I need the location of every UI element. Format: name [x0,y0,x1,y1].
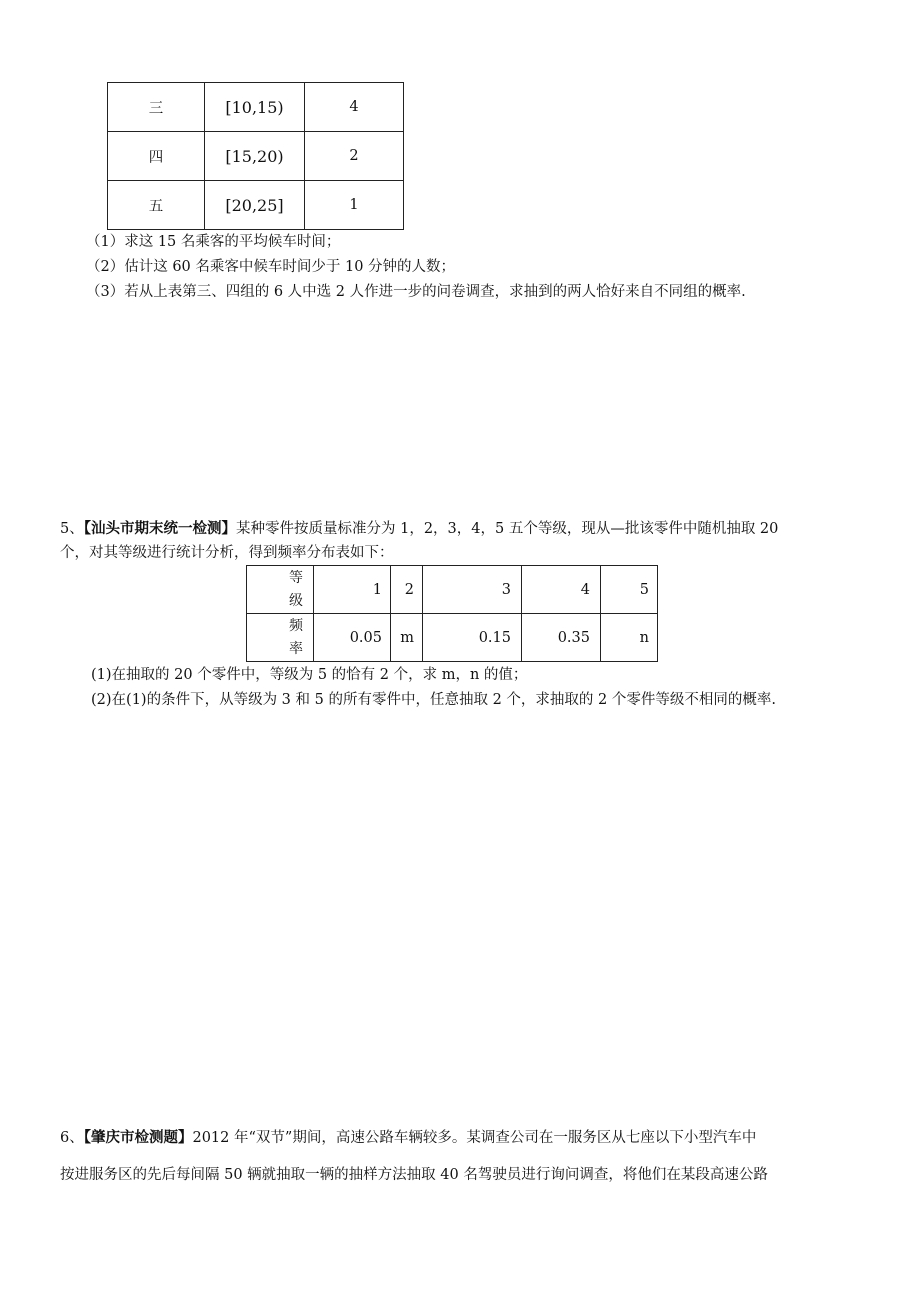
table-row [247,614,658,662]
question-number: 6、 [60,1130,84,1146]
frequency-table [246,565,658,662]
q4-item-1: （1）求这 15 名乘客的平均候车时间； [86,234,341,250]
table-row [108,181,404,230]
grade-header: 等 级 [247,566,314,614]
grade-cell: 5 [601,566,658,614]
frequency-cell: 0.05 [314,614,391,662]
table-row [108,132,404,181]
waiting-time-table [107,82,404,230]
q6-line-1 [60,1128,756,1148]
q4-item-3: （3）若从上表第三、四组的 6 人中选 2 人作进一步的问卷调查，求抽到的两人恰好来自不同组的概率. [86,284,746,300]
grade-cell: 1 [314,566,391,614]
group-cell: 四 [108,132,205,181]
question-text: 2012 年“双节”期间，高速公路车辆较多。某调查公司在一服务区从七座以下小型汽车中 [192,1130,757,1146]
frequency-cell: m [391,614,423,662]
question-source: 【汕头市期末统一检测】 [83,520,236,537]
q5-line-2: 个，对其等级进行统计分析，得到频率分布表如下： [60,545,394,561]
grade-cell: 4 [522,566,601,614]
q5-item-1: (1)在抽取的 20 个零件中，等级为 5 的恰有 2 个，求 m，n 的值； [91,667,528,683]
q5-item-2: (2)在(1)的条件下，从等级为 3 和 5 的所有零件中，任意抽取 2 个，求抽取的 2 个零件等级不相同的概率. [91,692,776,708]
frequency-cell: n [601,614,658,662]
frequency-header: 频 率 [247,614,314,662]
group-cell: 五 [108,181,205,230]
q6-line-2: 按进服务区的先后每间隔 50 辆就抽取一辆的抽样方法抽取 40 名驾驶员进行询问调查，将他们在某段高速公路 [60,1167,768,1183]
table-row [247,566,658,614]
frequency-cell: 0.35 [522,614,601,662]
grade-cell: 3 [423,566,522,614]
grade-cell: 2 [391,566,423,614]
q5-line-1 [60,519,778,539]
group-cell: 三 [108,83,205,132]
question-source: 【肇庆市检测题】 [83,1129,193,1146]
q4-item-2: （2）估计这 60 名乘客中候车时间少于 10 分钟的人数； [86,259,456,275]
frequency-cell: 0.15 [423,614,522,662]
interval-cell: [20,25] [205,181,305,230]
question-text: 某种零件按质量标准分为 1，2，3，4，5 五个等级，现从—批该零件中随机抽取 20 [235,521,779,537]
interval-cell: [10,15) [205,83,305,132]
count-cell: 2 [305,132,404,181]
question-number: 5、 [60,521,84,537]
table-row [108,83,404,132]
count-cell: 4 [305,83,404,132]
count-cell: 1 [305,181,404,230]
interval-cell: [15,20) [205,132,305,181]
